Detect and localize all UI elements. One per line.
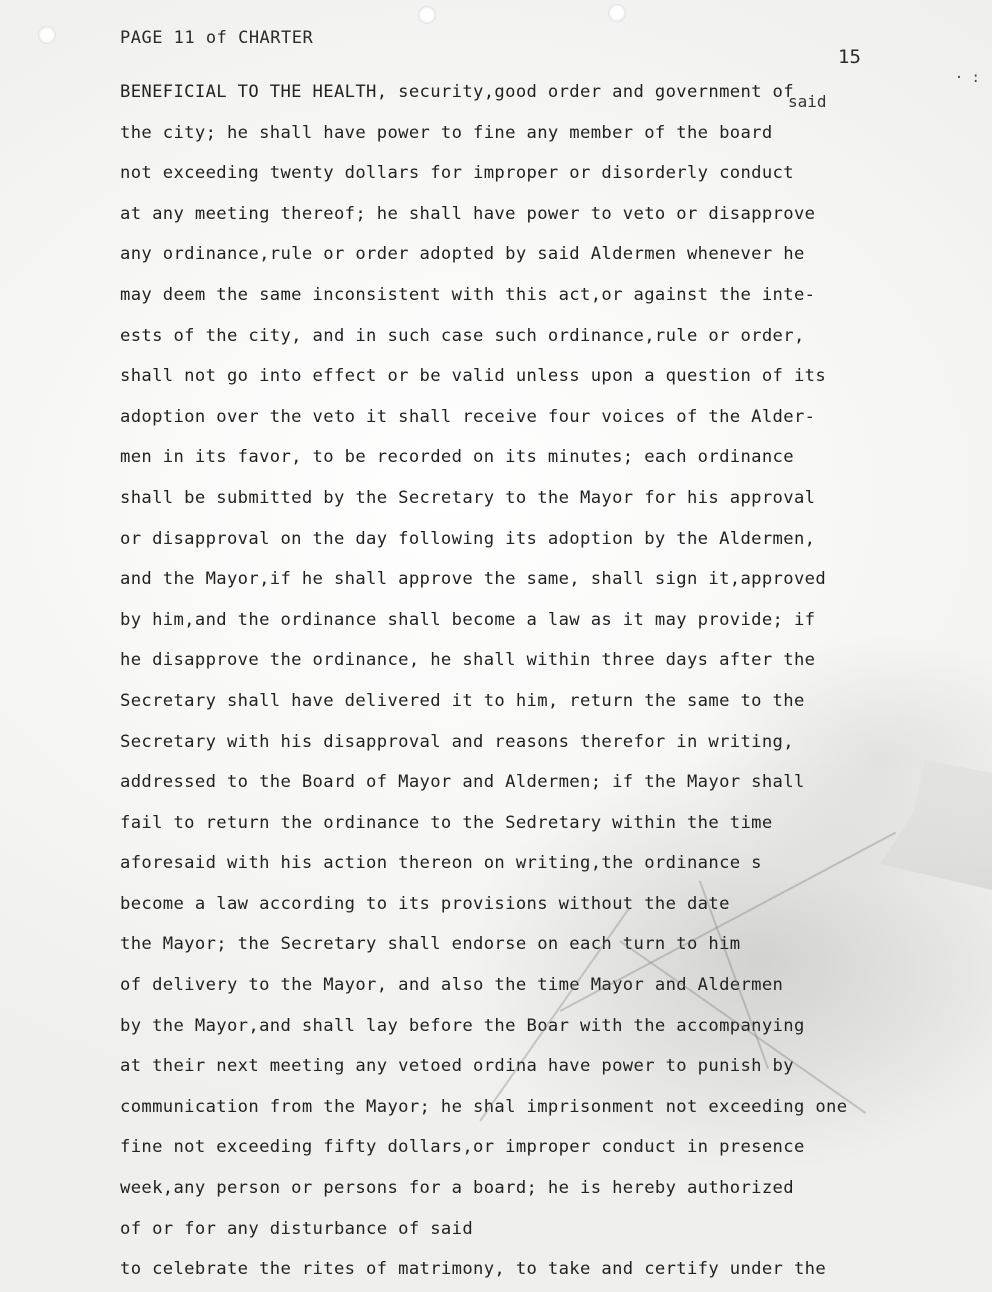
text-line: of or for any disturbance of said [120,1218,474,1239]
text-line: he disapprove the ordinance, he shall within three days after the [120,650,816,671]
punch-hole [418,6,436,24]
text-line: fail to return the ordinance to the Sedretary within the time [120,812,773,833]
text-line: or disapproval on the day following its adoption by the Aldermen, [120,528,816,549]
text-line: the city; he shall have power to fine any member of the board [120,122,773,143]
text-line: by the Mayor,and shall lay before the Boar with the accompanying [120,1015,805,1036]
text-line: men in its favor, to be recorded on its minutes; each ordinance [120,447,794,468]
text-line: Secretary with his disapproval and reasons therefor in writing, [120,731,794,752]
text-line: of delivery to the Mayor, and also the time Mayor and Aldermen [120,975,784,996]
inserted-word: said [788,92,827,111]
text-line: by him,and the ordinance shall become a law as it may provide; if [120,609,816,630]
text-line: at any meeting thereof; he shall have power to veto or disapprove [120,203,816,224]
text-line: to celebrate the rites of matrimony, to take and certify under the [120,1259,827,1280]
page-label: PAGE 11 of CHARTER [120,28,314,48]
margin-marks: · : [954,70,980,86]
text-line: at their next meeting any vetoed ordina have power to punish by [120,1056,794,1077]
text-line: become a law according to its provisions without the date [120,893,730,914]
text-line: fine not exceeding fifty dollars,or improper conduct in presence [120,1137,805,1158]
text-line: aforesaid with his action thereon on writing,the ordinance s [120,853,762,874]
text-line: adoption over the veto it shall receive four voices of the Alder- [120,406,816,427]
text-line: not exceeding twenty dollars for improper or disorderly conduct [120,163,794,184]
text-line: addressed to the Board of Mayor and Aldermen; if the Mayor shall [120,772,805,793]
punch-hole [608,4,626,22]
punch-hole [38,26,56,44]
text-line: shall be submitted by the Secretary to the Mayor for his approval [120,487,816,508]
text-line: and the Mayor,if he shall approve the same, shall sign it,approved [120,569,827,590]
text-line: BENEFICIAL TO THE HEALTH, security,good order and government of [120,82,794,102]
text-line: Secretary shall have delivered it to him, return the same to the [120,690,805,711]
text-line: communication from the Mayor; he shal imprisonment not exceeding one [120,1096,848,1117]
text-line: the Mayor; the Secretary shall endorse on each turn to him [120,934,741,955]
text-line: may deem the same inconsistent with this act,or against the inte- [120,284,816,305]
text-line: week,any person or persons for a board; he is hereby authorized [120,1178,794,1199]
text-line: shall not go into effect or be valid unless upon a question of its [120,366,827,387]
text-line: ests of the city, and in such case such ordinance,rule or order, [120,325,805,346]
charter-text [120,72,920,1290]
text-line: any ordinance,rule or order adopted by said Aldermen whenever he [120,244,805,265]
page-number: 15 [838,46,861,68]
